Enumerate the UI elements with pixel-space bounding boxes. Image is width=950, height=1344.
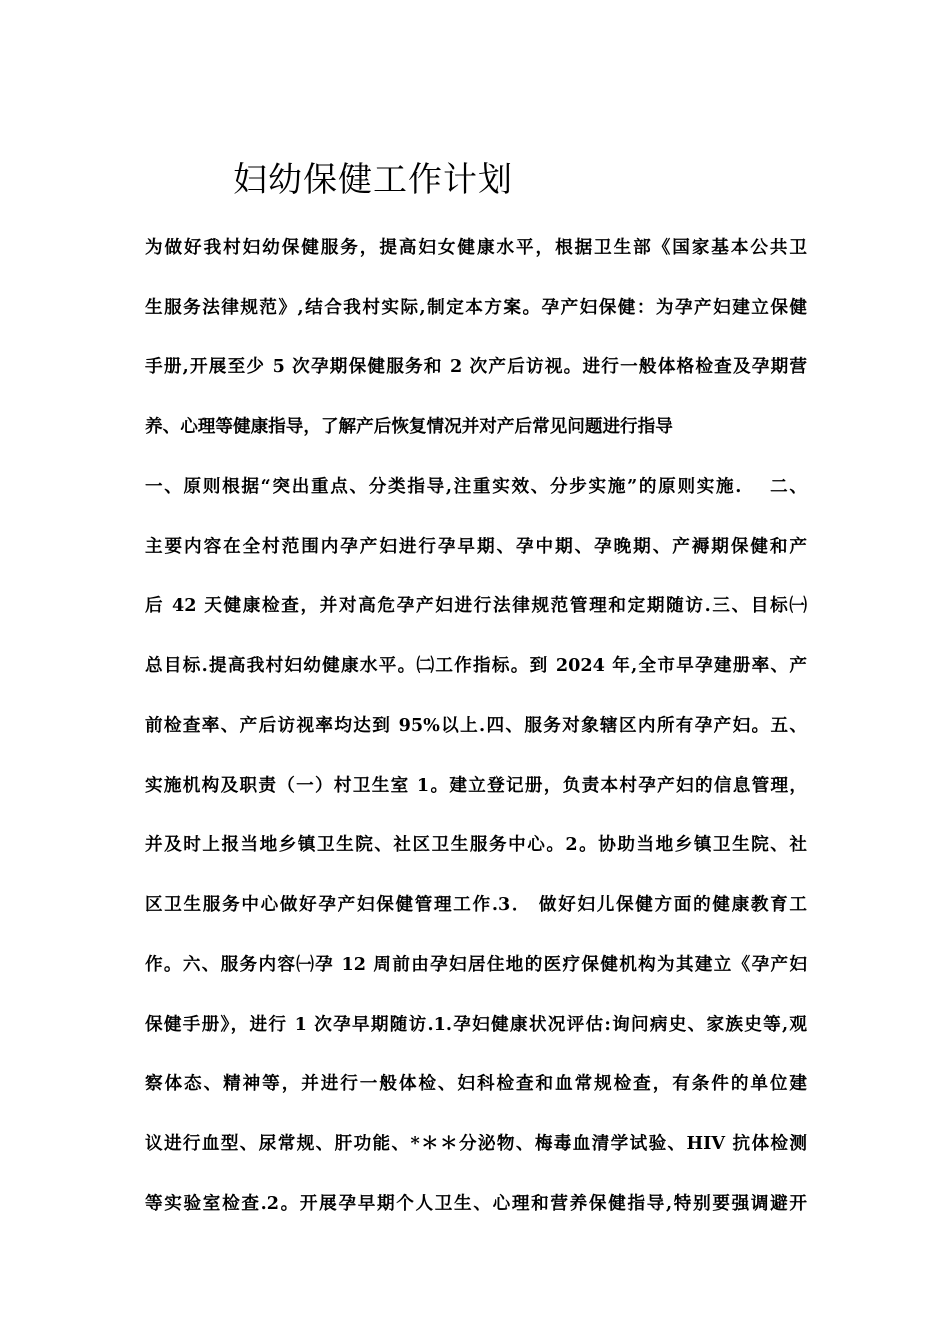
body-line-5: 一、原则根据“突出重点、分类指导,注重实效、分步实施”的原则实施. 二、 bbox=[145, 476, 807, 497]
body-line-12: 区卫生服务中心做好孕产妇保健管理工作.3． 做好妇儿保健方面的健康教育工 bbox=[145, 894, 807, 915]
body-line-8: 总目标.提高我村妇幼健康水平。㈡工作指标。到 2024 年,全市早孕建册率、产 bbox=[145, 655, 807, 676]
body-line-11: 并及时上报当地乡镇卫生院、社区卫生服务中心。2。协助当地乡镇卫生院、社 bbox=[145, 834, 807, 855]
body-line-16: 议进行血型、尿常规、肝功能、*＊＊分泌物、梅毒血清学试验、HIV 抗体检测 bbox=[145, 1133, 807, 1154]
body-line-3: 手册,开展至少 5 次孕期保健服务和 2 次产后访视。进行一般体格检查及孕期营 bbox=[145, 356, 807, 377]
body-line-15: 察体态、精神等，并进行一般体检、妇科检查和血常规检查，有条件的单位建 bbox=[145, 1073, 807, 1094]
body-line-1: 为做好我村妇幼保健服务，提高妇女健康水平，根据卫生部《国家基本公共卫 bbox=[145, 237, 807, 258]
body-line-9: 前检查率、产后访视率均达到 95%以上.四、服务对象辖区内所有孕产妇。五、 bbox=[145, 715, 807, 736]
body-line-4: 养、心理等健康指导，了解产后恢复情况并对产后常见问题进行指导 bbox=[145, 416, 673, 437]
body-line-2: 生服务法律规范》,结合我村实际,制定本方案。孕产妇保健：为孕产妇建立保健 bbox=[145, 297, 807, 318]
body-line-13: 作。六、服务内容㈠孕 12 周前由孕妇居住地的医疗保健机构为其建立《孕产妇 bbox=[145, 954, 807, 975]
body-line-14: 保健手册》，进行 1 次孕早期随访.1.孕妇健康状况评估:询问病史、家族史等,观 bbox=[145, 1014, 807, 1035]
body-line-6: 主要内容在全村范围内孕产妇进行孕早期、孕中期、孕晚期、产褥期保健和产 bbox=[145, 536, 807, 557]
body-line-10: 实施机构及职责（一）村卫生室 1。建立登记册，负责本村孕产妇的信息管理， bbox=[145, 775, 807, 796]
body-line-17: 等实验室检查.2。开展孕早期个人卫生、心理和营养保健指导,特别要强调避开 bbox=[145, 1193, 807, 1214]
page-title: 妇幼保健工作计划 bbox=[233, 160, 513, 200]
body-line-7: 后 42 天健康检查，并对高危孕产妇进行法律规范管理和定期随访.三、目标㈠ bbox=[145, 595, 807, 616]
